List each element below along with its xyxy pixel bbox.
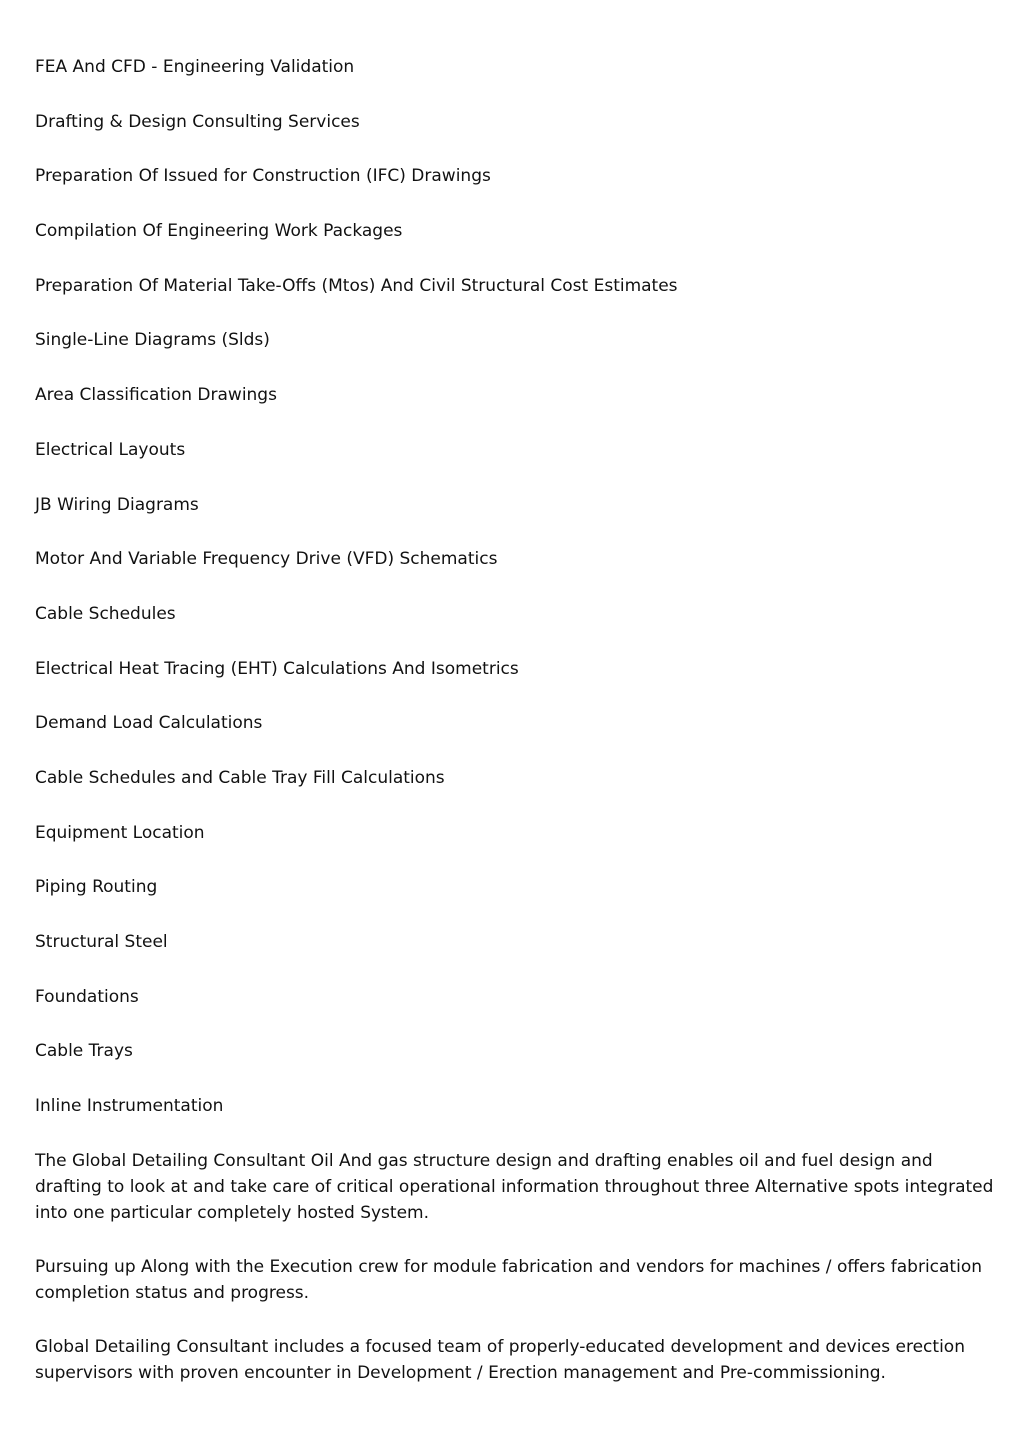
service-item: Piping Routing bbox=[35, 877, 158, 898]
service-item: Drafting & Design Consulting Services bbox=[35, 111, 360, 132]
service-item: Demand Load Calculations bbox=[35, 713, 263, 734]
service-item: Electrical Layouts bbox=[35, 439, 186, 460]
service-item: Cable Schedules bbox=[35, 603, 176, 624]
service-item: Equipment Location bbox=[35, 822, 205, 843]
service-item: JB Wiring Diagrams bbox=[35, 494, 199, 515]
service-item: Preparation Of Material Take-Offs (Mtos) And Civil Structural Cost Estimates bbox=[35, 275, 678, 296]
service-item: Area Classification Drawings bbox=[35, 385, 277, 406]
service-item: Inline Instrumentation bbox=[35, 1096, 224, 1117]
service-item: Compilation Of Engineering Work Packages bbox=[35, 221, 403, 242]
service-item: Cable Trays bbox=[35, 1041, 133, 1062]
body-paragraph: Pursuing up Along with the Execution crew for module fabrication and vendors for machines / offers fabrication completion status and progress. bbox=[35, 1256, 982, 1303]
service-item: Structural Steel bbox=[35, 932, 168, 952]
service-item: Motor And Variable Frequency Drive (VFD) Schematics bbox=[35, 549, 498, 570]
body-paragraph: The Global Detailing Consultant Oil And gas structure design and drafting enables oil and fuel design and drafting to look at and take care of critical operational information throughout three Alternative spots integrated into one particular completely hosted System. bbox=[35, 1150, 994, 1223]
service-item: Foundations bbox=[35, 986, 139, 1007]
service-item: Preparation Of Issued for Construction (IFC) Drawings bbox=[35, 166, 491, 187]
service-item: Single-Line Diagrams (Slds) bbox=[35, 330, 270, 351]
service-item: FEA And CFD - Engineering Validation bbox=[35, 57, 355, 77]
service-item: Cable Schedules and Cable Tray Fill Calculations bbox=[35, 767, 445, 788]
document-page bbox=[35, 54, 995, 1414]
service-item: Electrical Heat Tracing (EHT) Calculations And Isometrics bbox=[35, 658, 519, 679]
body-paragraph: Global Detailing Consultant includes a focused team of properly-educated development and devices erection supervisors with proven encounter in Development / Erection management and Pre-commissioning. bbox=[35, 1336, 965, 1383]
